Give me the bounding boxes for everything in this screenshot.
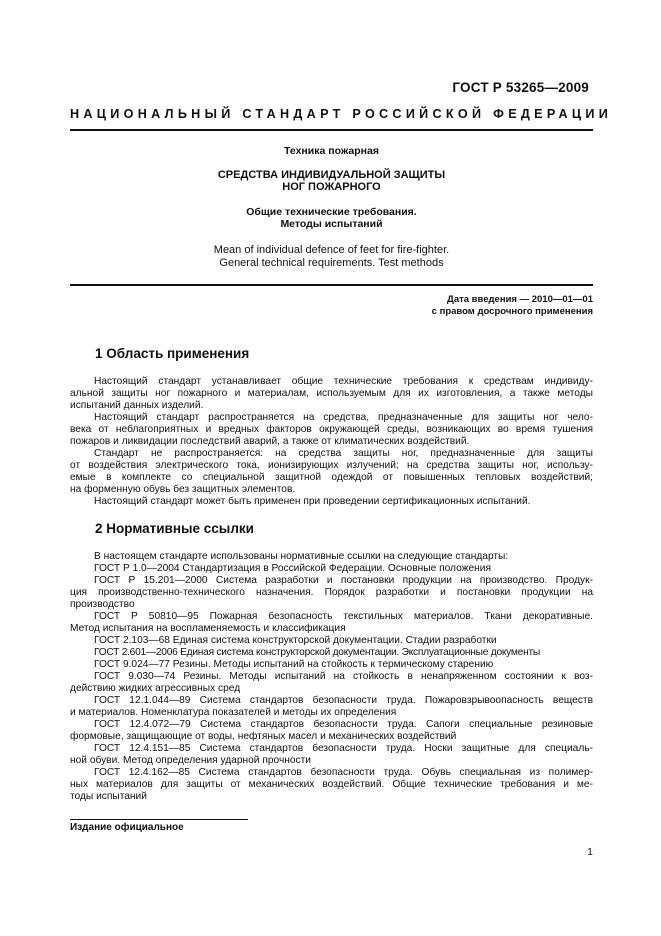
page-number: 1 (587, 846, 593, 858)
reference-line: тоды испытаний (70, 791, 147, 802)
reference-line: производство (70, 599, 135, 610)
reference-line: ГОСТ 12.4.162—85 Система стандартов безопасности труда. Обувь специальная из полимер- (94, 767, 593, 778)
reference-line: ГОСТ 12.1.044—89 Система стандартов безопасности труда. Пожаровзрывоопасность веществ (94, 695, 593, 706)
national-standard-banner: НАЦИОНАЛЬНЫЙ СТАНДАРТ РОССИЙСКОЙ ФЕДЕРАЦИИ (70, 107, 613, 121)
reference-line: ГОСТ Р 50810—95 Пожарная безопасность текстильных материалов. Ткани декоративные. (94, 611, 593, 622)
reference-line: ГОСТ 9.024—77 Резины. Методы испытаний на стойкость к термическому старению (94, 659, 494, 670)
subtitle-line: Методы испытаний (280, 218, 383, 230)
footer-divider (70, 819, 248, 820)
reference-line: ГОСТ 9.030—74 Резины. Методы испытаний на стойкость в ненапряженном состоянии к воз- (94, 671, 593, 682)
reference-line: ГОСТ 12.4.072—79 Система стандартов безопасности труда. Сапоги специальные резиновые (94, 719, 593, 730)
standard-number: ГОСТ Р 53265—2009 (452, 80, 589, 95)
paragraph-line: В настоящем стандарте использованы нормативные ссылки на следующие стандарты: (94, 551, 509, 562)
paragraph-line: емые в комплекте со специальной защитной одеждой от повышенных тепловых воздействий; (70, 472, 593, 483)
category-heading: Техника пожарная (284, 145, 379, 157)
reference-line: ГОСТ 2.601—2006 Единая система конструкторской документации. Эксплуатационные документы (94, 647, 540, 658)
paragraph-line: века от неблагоприятных и вредных факторов окружающей среды, возникающих во время тушения (70, 424, 593, 435)
title-line: СРЕДСТВА ИНДИВИДУАЛЬНОЙ ЗАЩИТЫ (217, 169, 446, 181)
reference-line: действию жидких агрессивных сред (70, 683, 241, 694)
introduction-date: Дата введения — 2010—01—01 (447, 294, 593, 305)
english-title-line: Mean of individual defence of feet for fire-fighter. (213, 244, 450, 256)
paragraph-line: на форменную обувь без защитных элементов. (70, 484, 296, 495)
section-heading-references: 2 Нормативные ссылки (95, 521, 254, 536)
reference-line: ГОСТ Р 1.0—2004 Стандартизация в Российской Федерации. Основные положения (94, 563, 491, 574)
reference-line: ной обуви. Метод определения ударной прочности (70, 755, 311, 766)
reference-line: формовые, защищающие от воды, нефтяных масел и механических воздействий (70, 731, 457, 742)
reference-line: ГОСТ 2.103—68 Единая система конструкторской документации. Стадии разработки (94, 635, 497, 646)
reference-line: ция производственно-технического назначения. Порядок разработки и постановки продукции на (70, 587, 593, 598)
title-line: НОГ ПОЖАРНОГО (282, 181, 381, 193)
reference-line: ных материалов для защиты от механических воздействий. Общие технические требования и ме- (70, 779, 593, 790)
english-title-line: General technical requirements. Test methods (219, 257, 444, 269)
paragraph-line: от воздействия электрического тока, ионизирующих излучений; на средства защиты ног, использу- (70, 460, 593, 471)
reference-line: Метод испытания на воспламеняемость и классификация (70, 623, 346, 634)
reference-line: ГОСТ Р 15.201—2000 Система разработки и постановки продукции на производство. Продук- (94, 575, 593, 586)
paragraph-line: Стандарт не распространяется: на средства защиты ног, предназначенные для защиты (94, 448, 593, 459)
early-application-note: с правом досрочного применения (431, 306, 593, 317)
english-title (70, 244, 593, 270)
paragraph-line: альной защиты ног пожарного и материалам, используемым для их изготовления, а также методы (70, 388, 593, 399)
reference-line: ГОСТ 12.4.151—85 Система стандартов безопасности труда. Носки защитные для специаль- (94, 743, 593, 754)
official-edition-label: Издание официальное (70, 822, 184, 833)
subtitle-line: Общие технические требования. (246, 206, 417, 218)
document-subtitle (70, 206, 593, 230)
paragraph-line: Настоящий стандарт устанавливает общие технические требования к средствам индивиду- (94, 376, 593, 387)
paragraph-line: Настоящий стандарт может быть применен при проведении сертификационных испытаний. (94, 496, 531, 507)
paragraph-line: Настоящий стандарт распространяется на средства, предназначенные для защиты ног чело- (94, 412, 593, 423)
document-title (70, 169, 593, 193)
title-divider (70, 284, 593, 286)
paragraph-line: пожаров и ликвидации последствий аварий, а также от климатических воздействий. (70, 436, 470, 447)
reference-line: и материалов. Номенклатура показателей и методы их определения (70, 707, 397, 718)
paragraph-line: испытаний данных изделий. (70, 400, 204, 411)
top-divider (70, 129, 593, 131)
section-heading-scope: 1 Область применения (95, 346, 250, 361)
